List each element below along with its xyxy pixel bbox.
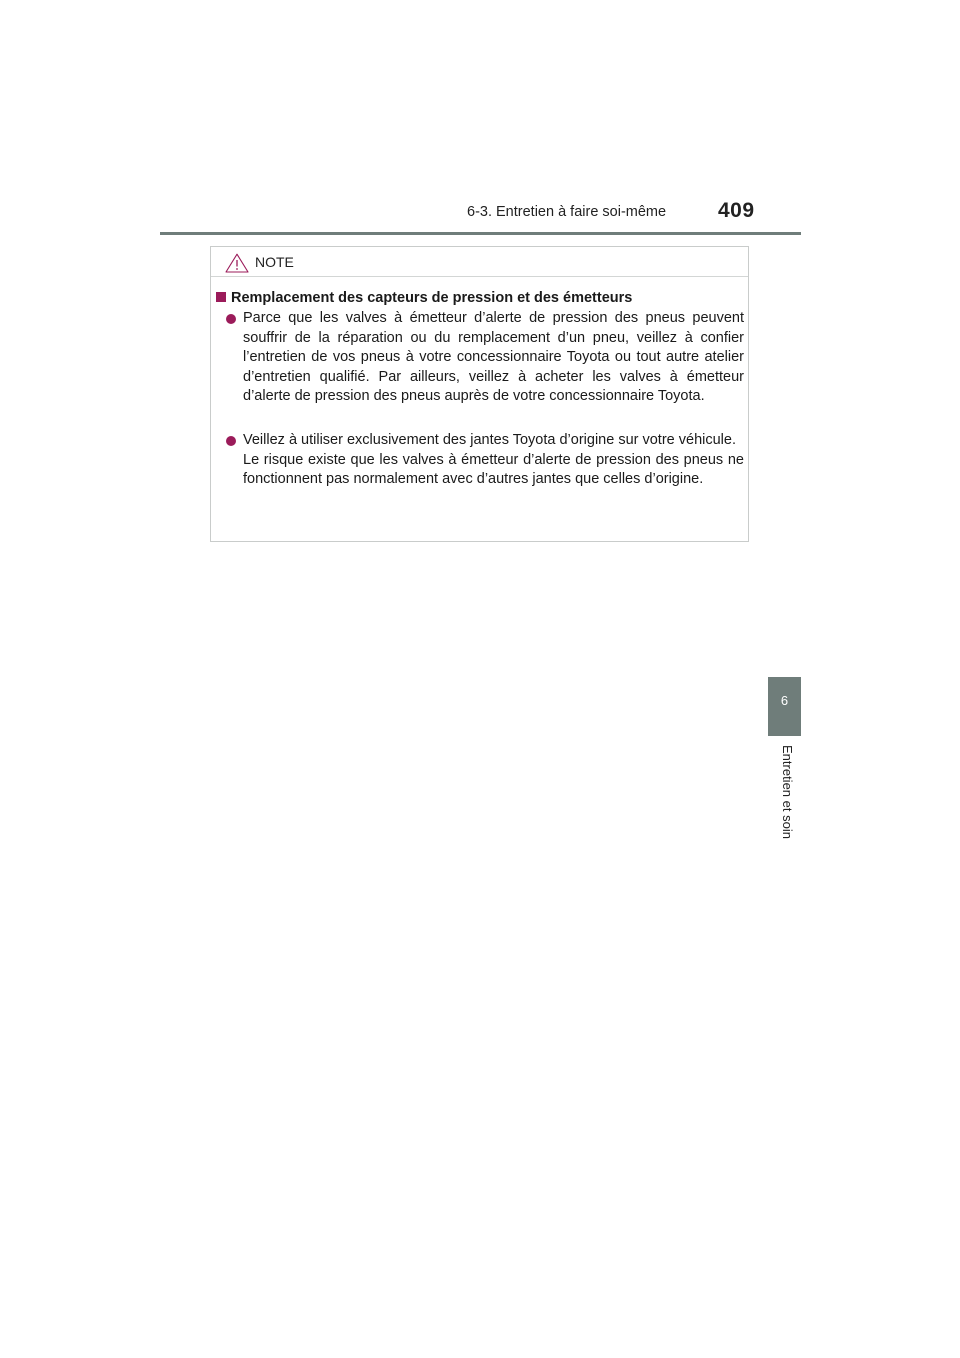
list-item-text: Veillez à utiliser exclusivement des jantes Toyota d’origine sur votre véhicule. (243, 432, 736, 448)
chapter-number: 6 (780, 693, 789, 708)
square-bullet-icon (216, 292, 226, 302)
header-section-title: 6-3. Entretien à faire soi-même (467, 204, 667, 220)
chapter-tab (768, 677, 801, 736)
list-item (243, 431, 744, 490)
page-number: 409 (718, 199, 755, 222)
header-rule (160, 232, 801, 235)
note-box (210, 246, 749, 542)
list-item-text: Parce que les valves à émetteur d’alerte de pression des pneus peuvent souffrir de la réparation ou du remplacement d’un pneu, veillez à confier l’entretien de vos pneus à votre concessionnaire Toyota ou tout autre atelier d’entretien qualifié. Par ailleurs, veillez à acheter les valves à émetteur d’alerte de pression des pneus auprès de votre concessionnaire Toyota. (243, 310, 744, 404)
section-heading-text: Remplacement des capteurs de pression et des émetteurs (231, 290, 633, 306)
note-header (211, 247, 748, 277)
warning-triangle-icon (225, 253, 249, 273)
list-item (243, 309, 744, 407)
circle-bullet-icon (226, 314, 236, 324)
section-heading (216, 290, 632, 306)
chapter-title: Entretien et soin (780, 745, 795, 839)
list-item-text: Le risque existe que les valves à émetteur d’alerte de pression des pneus ne fonctionnent pas normalement avec d’autres jantes que celles d’origine. (243, 451, 744, 487)
note-label: NOTE (255, 254, 294, 270)
circle-bullet-icon (226, 436, 236, 446)
